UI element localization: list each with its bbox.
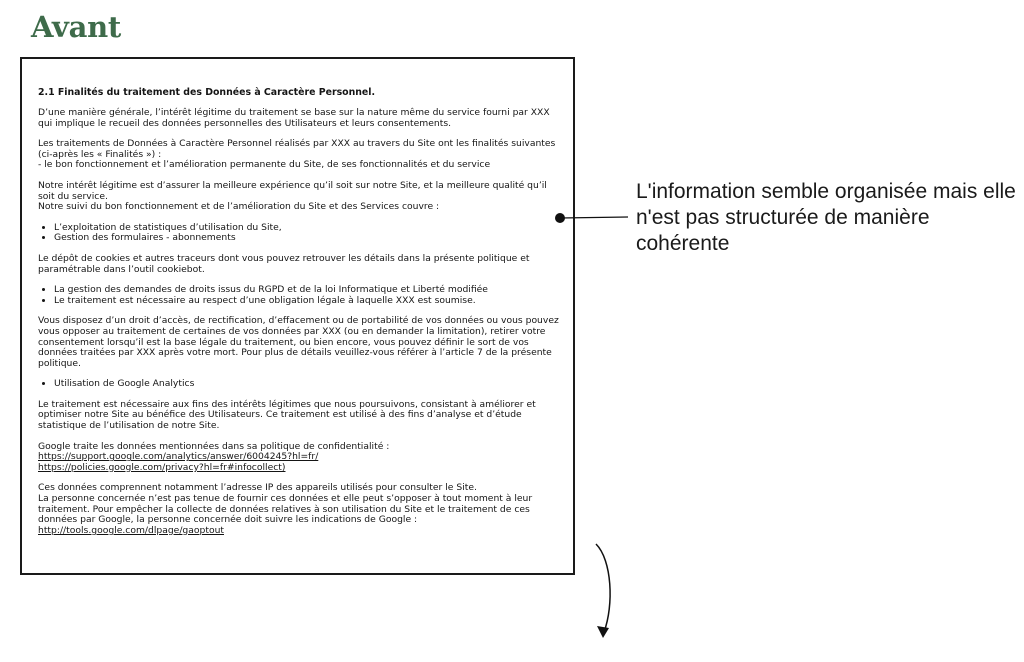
list-item: • La gestion des demandes de droits issus du RGPD et de la loi Informatique et Liberté modifiée	[54, 285, 559, 296]
list-droits	[38, 285, 559, 306]
suivi-text: Notre suivi du bon fonctionnement et de l’amélioration du Site et des Services couvre :	[38, 201, 440, 213]
paragraph-interet	[38, 181, 559, 213]
list-item: • Gestion des formulaires - abonnements	[54, 233, 559, 244]
paragraph-donnees	[38, 483, 559, 536]
paragraph-intro: D’une manière générale, l’intérêt légitime du traitement se base sur la nature même du service fourni par XXX qui implique le recueil des données personnelles des Utilisateurs et leurs consentements.	[38, 107, 550, 129]
paragraph-cookies: Le dépôt de cookies et autres traceurs dont vous pouvez retrouver les détails dans la présente politique et paramétrable dans l’outil cookiebot.	[38, 252, 530, 275]
document-excerpt	[20, 57, 575, 575]
link-google-analytics[interactable]: https://support.google.com/analytics/answer/6004245?hl=fr/	[38, 451, 319, 463]
pointer-line	[560, 217, 628, 218]
list-suivi	[38, 223, 559, 244]
list-item: • Le traitement est nécessaire au respect d’une obligation légale à laquelle XXX est soumise.	[54, 296, 559, 307]
section-heading: 2.1 Finalités du traitement des Données à Caractère Personnel.	[38, 87, 376, 98]
annotation-text: L'information semble organisée mais elle n'est pas structurée de manière cohérente	[636, 180, 1016, 255]
list-item: • L’exploitation de statistiques d’utilisation du Site,	[54, 223, 559, 234]
curved-arrow-icon	[590, 540, 630, 645]
finalites-text: Les traitements de Données à Caractère Personnel réalisés par XXX au travers du Site ont les finalités suivantes (ci-après les « Finalités ») :	[38, 138, 556, 160]
donnees-text: Ces données comprennent notamment l’adresse IP des appareils utilisés pour consulter le Site.	[38, 482, 477, 494]
paragraph-google	[38, 442, 559, 474]
link-google-privacy[interactable]: https://policies.google.com/privacy?hl=fr#infocollect)	[38, 461, 286, 473]
paragraph-droits: Vous disposez d’un droit d’accès, de rectification, d’effacement ou de portabilité de vos données ou vous pouvez vous opposer au traitement de certaines de vos données par XXX (ou en demander la limitation), retirer votre consentement lorsqu’il est la base légale du traitement, ou bien encore, vous pouvez définir le sort de vos données traitées par XXX après votre mort. Pour plus de détails veuillez-vous référer à l’article 7 de la présente politique.	[38, 315, 559, 369]
list-analytics	[38, 379, 559, 390]
page-title: Avant	[31, 10, 121, 44]
paragraph-analytics: Le traitement est nécessaire aux fins des intérêts légitimes que nous poursuivons, consistant à améliorer et optimiser notre Site au bénéfice des Utilisateurs. Ce traitement est utilisé à des fins d’analyse et d’étude statistique de l’utilisation de notre Site.	[38, 398, 536, 432]
annotation-pointer	[550, 210, 630, 230]
list-item: • Utilisation de Google Analytics	[54, 379, 559, 390]
link-gaoptout[interactable]: http://tools.google.com/dlpage/gaoptout	[38, 524, 224, 536]
finalites-item: - le bon fonctionnement et l’amélioration permanente du Site, de ses fonctionnalités et du service	[38, 159, 491, 171]
opposition-text: La personne concernée n’est pas tenue de fournir ces données et elle peut s’opposer à tout moment à leur traitement. Pour empêcher la collecte de données relatives à son utilisation du Site et le traitement de ces données par Google, la personne concernée doit suivre les indications de Google :	[38, 493, 533, 526]
google-text: Google traite les données mentionnées dans sa politique de confidentialité :	[38, 440, 390, 452]
interet-text: Notre intérêt légitime est d’assurer la meilleure expérience qu’il soit sur notre Site, et la meilleure qualité qu’il soit du service.	[38, 179, 547, 202]
paragraph-finalites	[38, 139, 559, 171]
